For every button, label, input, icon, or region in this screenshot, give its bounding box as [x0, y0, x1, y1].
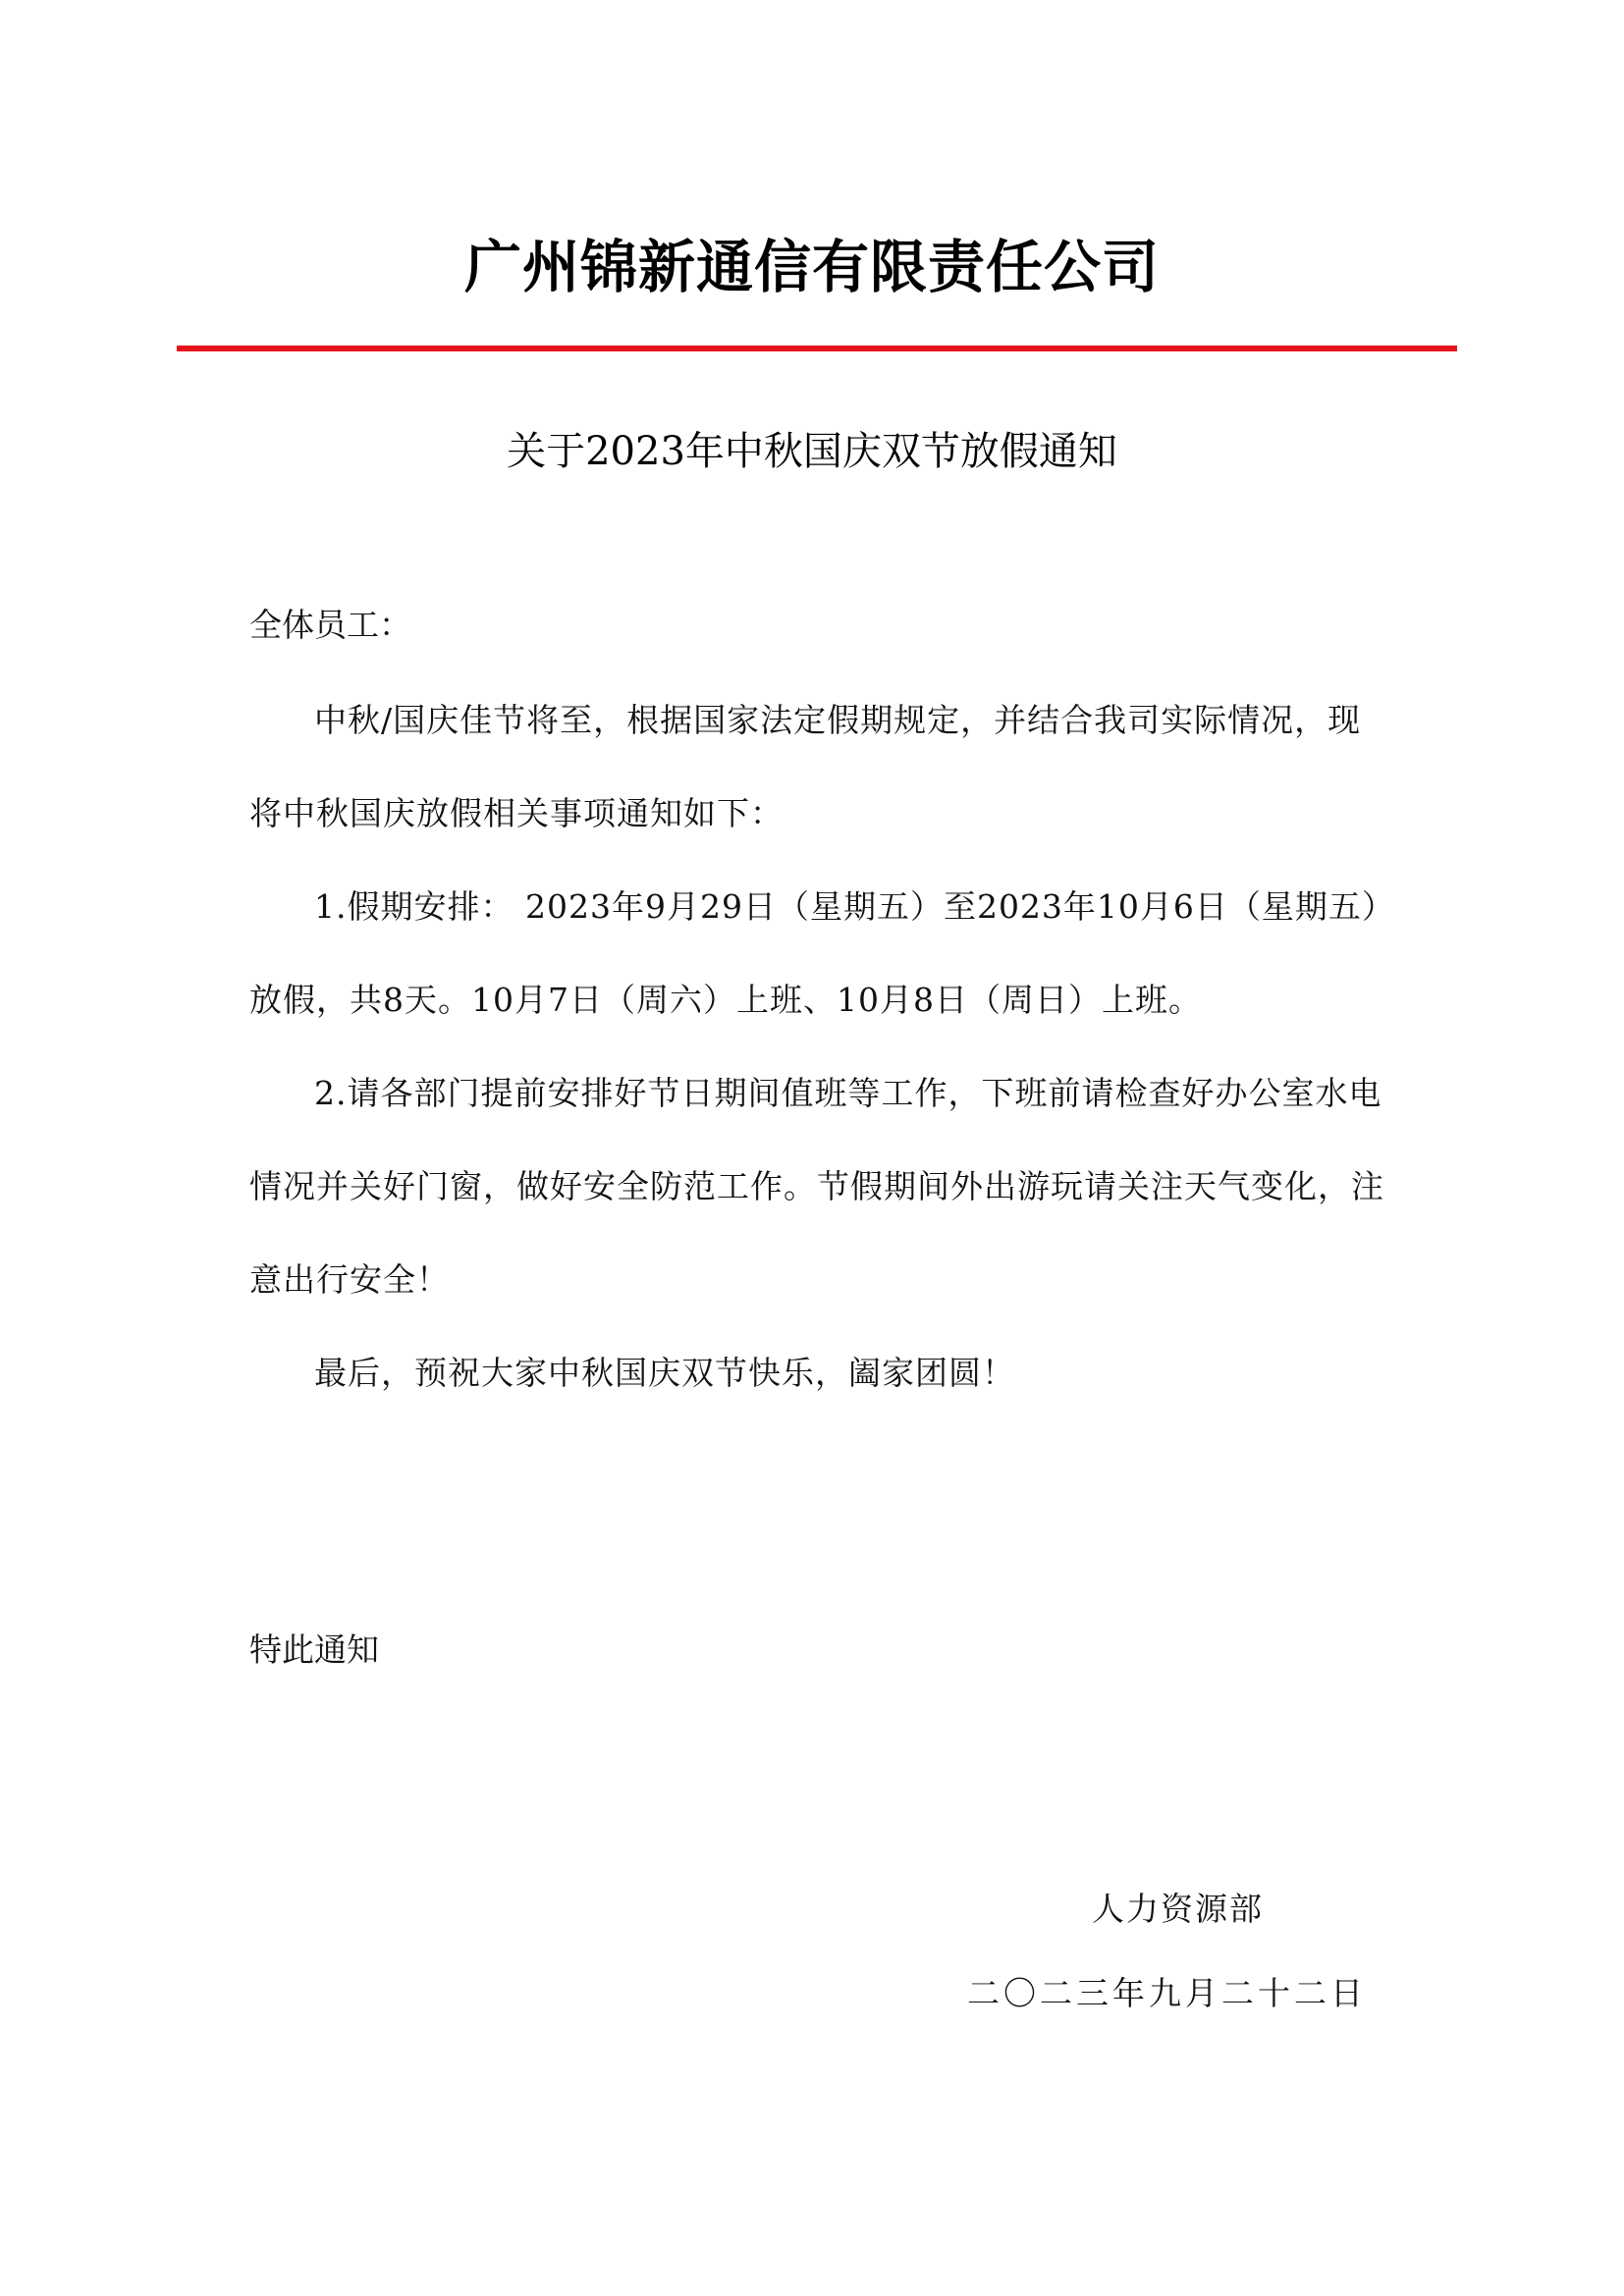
- holiday-schedule-paragraph: 1.假期安排： 2023年9月29日（星期五）至2023年10月6日（星期五）放假，共8天。10月7日（周六）上班、10月8日（周日）上班。: [249, 887, 1380, 1019]
- closing-line: 特此通知: [249, 1630, 379, 1669]
- company-name: 广州锦新通信有限责任公司: [463, 234, 1160, 300]
- notice-body: [249, 673, 1388, 1419]
- signature-department: 人力资源部: [1092, 1890, 1264, 1928]
- greeting-paragraph: 最后，预祝大家中秋国庆双节快乐，阖家团圆！: [314, 1354, 1015, 1392]
- salutation: 全体员工：: [249, 606, 411, 644]
- header-red-rule: [177, 346, 1457, 351]
- intro-paragraph: 中秋/国庆佳节将至，根据国家法定假期规定，并结合我司实际情况，现将中秋国庆放假相关事项通知如下：: [249, 701, 1362, 832]
- notice-title: 关于2023年中秋国庆双节放假通知: [507, 429, 1117, 474]
- signature-date: 二〇二三年九月二十二日: [967, 1974, 1367, 2012]
- safety-reminder-paragraph: 2.请各部门提前安排好节日期间值班等工作，下班前请检查好办公室水电情况并关好门窗，做好安全防范工作。节假期间外出游玩请关注天气变化，注意出行安全！: [249, 1074, 1384, 1299]
